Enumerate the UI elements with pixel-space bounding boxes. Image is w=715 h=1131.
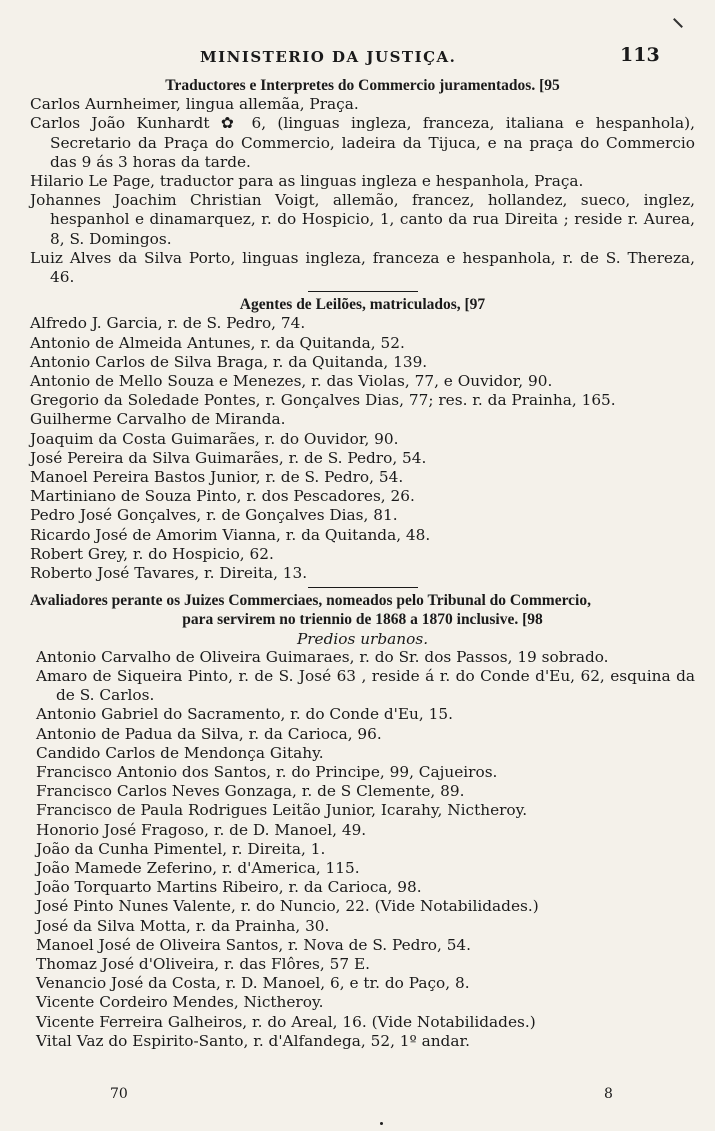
- list-item: Amaro de Siqueira Pinto, r. de S. José 63 , reside á r. do Conde d'Eu, 62, esquina da de S. Carlos.: [36, 666, 695, 705]
- list-item: Pedro José Gonçalves, r. de Gonçalves Dias, 81.: [30, 506, 398, 525]
- list-item: Antonio Gabriel do Sacramento, r. do Conde d'Eu, 15.: [36, 705, 453, 724]
- list-item: Manoel José de Oliveira Santos, r. Nova de S. Pedro, 54.: [36, 935, 472, 954]
- list-item: João Torquarto Martins Ribeiro, r. da Carioca, 98.: [36, 878, 422, 897]
- running-title: MINISTERIO DA JUSTIÇA.: [200, 48, 457, 66]
- list-item: José Pinto Nunes Valente, r. do Nuncio, 22. (Vide Notabilidades.): [36, 897, 539, 916]
- list-item: Francisco Carlos Neves Gonzaga, r. de S Clemente, 89.: [36, 782, 465, 801]
- list-item: Vicente Ferreira Galheiros, r. do Areal, 16. (Vide Notabilidades.): [36, 1012, 536, 1031]
- margin-mark: [673, 18, 683, 28]
- list-item: Johannes Joachim Christian Voigt, allemão, francez, hollandez, sueco, inglez, hespanhol e dinamarquez, r. do Hospicio, 1, canto da rua Direita ; reside r. Aurea, 8, S. Domingos.: [30, 191, 695, 248]
- list-item: Vicente Cordeiro Mendes, Nictheroy.: [36, 993, 324, 1012]
- section-heading-agentes: Agentes de Leilões, matriculados, [97: [239, 296, 486, 314]
- list-item: José Pereira da Silva Guimarães, r. de S. Pedro, 54.: [30, 448, 427, 467]
- list-item: João da Cunha Pimentel, r. Direita, 1.: [36, 839, 326, 858]
- list-item: Alfredo J. Garcia, r. de S. Pedro, 74.: [30, 314, 306, 333]
- list-item: Candido Carlos de Mendonça Gitahy.: [36, 743, 324, 762]
- list-item: Carlos Aurnheimer, lingua allemãa, Praça.: [30, 95, 359, 114]
- list-item: Gregorio da Soledade Pontes, r. Gonçalves Dias, 77; res. r. da Prainha, 165.: [30, 391, 616, 410]
- list-item: Carlos João Kunhardt ✿ 6, (linguas ingleza, franceza, italiana e hespanhola), Secretario da Praça do Commercio, ladeira da Tijuca, e na praça do Commercio das 9 ás 3 horas da tarde.: [30, 114, 695, 171]
- list-item: Francisco de Paula Rodrigues Leitão Junior, Icarahy, Nictheroy.: [36, 801, 528, 820]
- list-item: Antonio de Mello Souza e Menezes, r. das Violas, 77, e Ouvidor, 90.: [30, 372, 553, 391]
- list-item: Antonio de Almeida Antunes, r. da Quitanda, 52.: [30, 333, 405, 352]
- list-item: Venancio José da Costa, r. D. Manoel, 6, e tr. do Paço, 8.: [36, 974, 470, 993]
- body-text: [30, 76, 695, 1051]
- signature-mark-right: 8: [604, 1086, 613, 1102]
- list-item: Luiz Alves da Silva Porto, linguas ingleza, franceza e hespanhola, r. de S. Thereza, 46.: [30, 248, 695, 287]
- list-item: Ricardo José de Amorim Vianna, r. da Quitanda, 48.: [30, 525, 431, 544]
- list-item: José da Silva Motta, r. da Prainha, 30.: [36, 916, 330, 935]
- list-item: Joaquim da Costa Guimarães, r. do Ouvidor, 90.: [30, 429, 399, 448]
- section-divider: [308, 587, 418, 588]
- list-item: Antonio de Padua da Silva, r. da Carioca, 96.: [36, 724, 382, 743]
- list-item: Roberto José Tavares, r. Direita, 13.: [30, 564, 308, 583]
- list-item: Thomaz José d'Oliveira, r. das Flôres, 57 E.: [36, 954, 370, 973]
- print-speck: [380, 1122, 383, 1125]
- list-item: Manoel Pereira Bastos Junior, r. de S. Pedro, 54.: [30, 468, 404, 487]
- avaliadores-list: [30, 648, 695, 1051]
- page-footer: [0, 1086, 715, 1106]
- list-item: Honorio José Fragoso, r. de D. Manoel, 49.: [36, 820, 367, 839]
- running-head: [0, 44, 715, 72]
- list-item: Francisco Antonio dos Santos, r. do Principe, 99, Cajueiros.: [36, 762, 498, 781]
- signature-mark-left: 70: [110, 1086, 128, 1102]
- list-item: Antonio Carlos de Silva Braga, r. da Quitanda, 139.: [30, 352, 428, 371]
- section-heading-avaliadores-continued: para servirem no triennio de 1868 a 1870 inclusive. [98: [182, 611, 543, 629]
- subheading-predios: Predios urbanos.: [296, 629, 429, 648]
- list-item: Martiniano de Souza Pinto, r. dos Pescadores, 26.: [30, 487, 415, 506]
- list-item: Guilherme Carvalho de Miranda.: [30, 410, 286, 429]
- list-item: João Mamede Zeferino, r. d'America, 115.: [36, 858, 360, 877]
- section-heading-tradutores: Traductores e Interpretes do Commercio juramentados. [95: [165, 77, 560, 94]
- page-number: 113: [620, 44, 660, 66]
- section-divider: [308, 291, 418, 292]
- list-item: Robert Grey, r. do Hospicio, 62.: [30, 544, 274, 563]
- list-item: Hilario Le Page, traductor para as linguas ingleza e hespanhola, Praça.: [30, 172, 584, 191]
- list-item: Antonio Carvalho de Oliveira Guimaraes, r. do Sr. dos Passos, 19 sobrado.: [36, 647, 609, 666]
- section-heading-avaliadores: Avaliadores perante os Juizes Commerciaes, nomeados pelo Tribunal do Commercio,: [30, 592, 591, 610]
- list-item: Vital Vaz do Espirito-Santo, r. d'Alfandega, 52, 1º andar.: [36, 1031, 470, 1050]
